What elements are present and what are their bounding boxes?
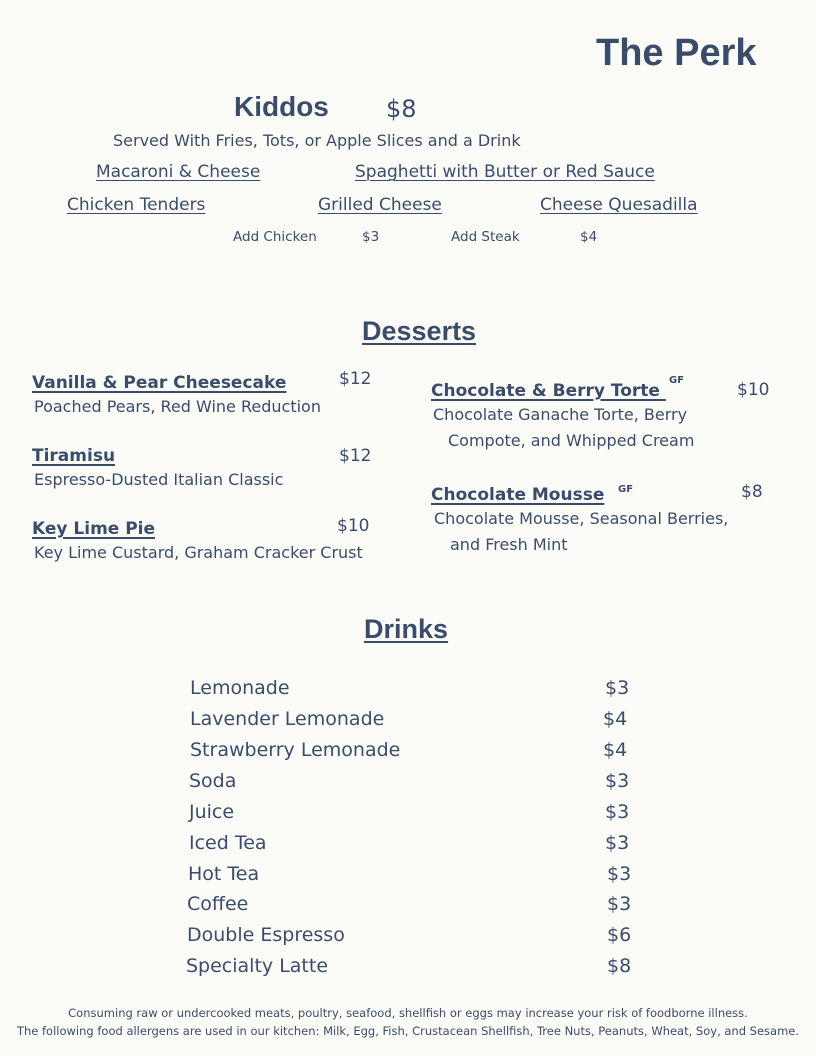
drink-name: Double Espresso: [187, 924, 345, 946]
kids-section-title: Kiddos: [234, 91, 329, 122]
drink-price: $3: [605, 832, 630, 854]
dessert-name: Chocolate & Berry Torte: [431, 381, 666, 401]
dessert-name: Chocolate Mousse: [431, 485, 605, 505]
drink-price: $4: [603, 708, 628, 730]
desserts-section-title: Desserts: [362, 316, 477, 346]
drink-price: $3: [605, 770, 630, 792]
drinks-section-title: Drinks: [364, 614, 449, 644]
drink-name: Soda: [189, 770, 237, 792]
dessert-price: $12: [339, 369, 372, 389]
drink-price: $3: [607, 893, 632, 915]
kids-price: $8: [386, 95, 417, 123]
dessert-description: and Fresh Mint: [450, 535, 568, 554]
addon-price: $4: [580, 229, 598, 245]
drink-name: Hot Tea: [188, 863, 260, 885]
dessert-price: $8: [741, 482, 763, 502]
food-safety-notice: Consuming raw or undercooked meats, poultry, seafood, shellfish or eggs may increase your risk of foodborne illness.: [68, 1006, 748, 1020]
gluten-free-tag: GF: [618, 484, 634, 495]
dessert-name: Key Lime Pie: [32, 519, 156, 539]
dessert-description: Chocolate Mousse, Seasonal Berries,: [434, 509, 729, 528]
drink-name: Iced Tea: [189, 832, 267, 854]
addon-label: Add Steak: [451, 229, 520, 245]
dessert-price: $10: [337, 516, 370, 536]
gluten-free-tag: GF: [669, 375, 685, 386]
drink-name: Lemonade: [190, 677, 290, 699]
dessert-description: Compote, and Whipped Cream: [448, 431, 695, 450]
kids-item: Macaroni & Cheese: [96, 162, 261, 182]
restaurant-name: The Perk: [596, 32, 757, 74]
dessert-price: $10: [737, 380, 770, 400]
drink-name: Strawberry Lemonade: [190, 739, 401, 761]
kids-item: Spaghetti with Butter or Red Sauce: [355, 162, 655, 182]
drink-price: $3: [605, 801, 630, 823]
addon-price: $3: [362, 229, 380, 245]
dessert-name: Tiramisu: [32, 446, 116, 466]
dessert-description: Poached Pears, Red Wine Reduction: [34, 397, 321, 416]
dessert-price: $12: [339, 446, 372, 466]
drink-price: $8: [607, 955, 632, 977]
drink-price: $3: [607, 863, 632, 885]
drink-price: $6: [607, 924, 632, 946]
addon-label: Add Chicken: [233, 229, 317, 245]
kids-subtitle: Served With Fries, Tots, or Apple Slices and a Drink: [113, 131, 521, 150]
kids-item: Cheese Quesadilla: [540, 195, 698, 215]
dessert-description: Espresso-Dusted Italian Classic: [34, 470, 284, 489]
kids-item: Grilled Cheese: [318, 195, 442, 215]
kids-item: Chicken Tenders: [67, 195, 206, 215]
dessert-description: Chocolate Ganache Torte, Berry: [433, 405, 688, 424]
drink-name: Lavender Lemonade: [190, 708, 385, 730]
dessert-description: Key Lime Custard, Graham Cracker Crust: [34, 543, 363, 562]
allergen-notice: The following food allergens are used in our kitchen: Milk, Egg, Fish, Crustacean Shellfish, Tree Nuts, Peanuts, Wheat, Soy, and Sesame.: [16, 1024, 800, 1038]
drink-name: Specialty Latte: [186, 955, 329, 977]
drink-price: $4: [603, 739, 628, 761]
drink-price: $3: [605, 677, 630, 699]
drink-name: Coffee: [187, 893, 249, 915]
dessert-name: Vanilla & Pear Cheesecake: [32, 373, 287, 393]
drink-name: Juice: [189, 801, 235, 823]
